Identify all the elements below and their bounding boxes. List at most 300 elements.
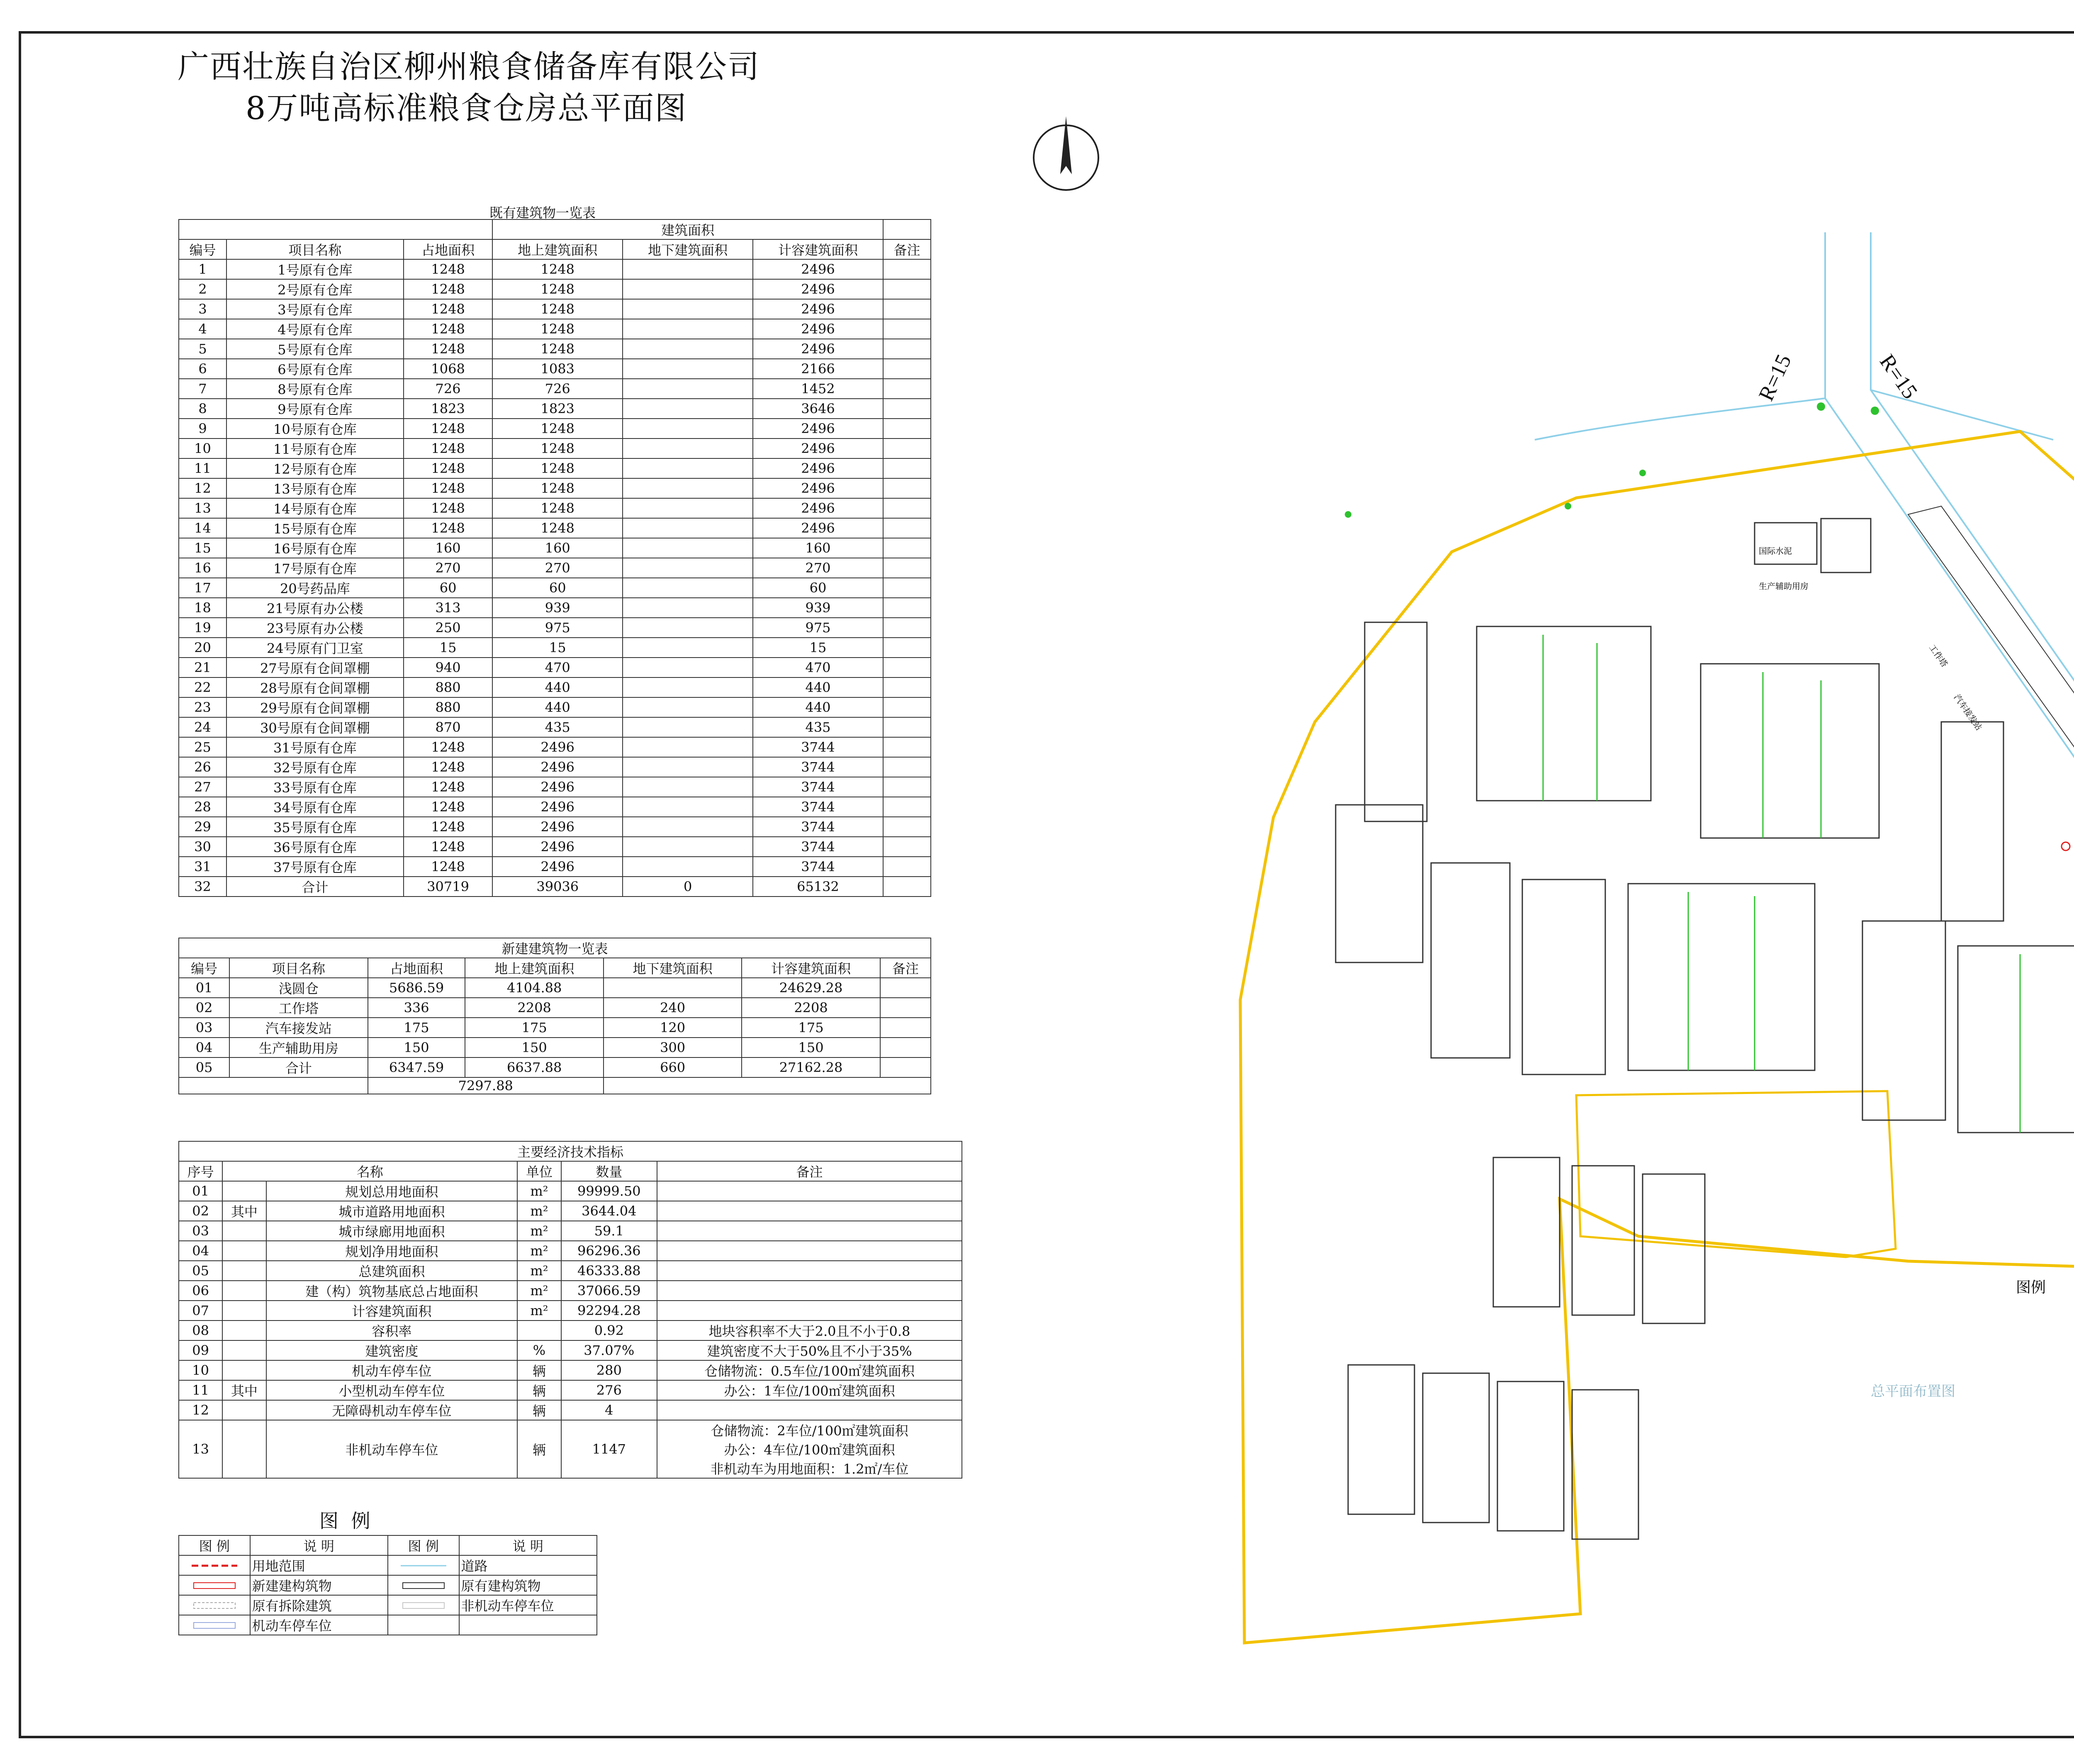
- existing-cell: 15: [179, 538, 226, 558]
- site-plan: [1058, 232, 2074, 1684]
- existing-cell: 60: [753, 578, 883, 598]
- econ-no: 03: [179, 1221, 222, 1241]
- existing-cell: 32号原有仓库: [226, 757, 404, 777]
- existing-cell: [883, 419, 931, 439]
- econ-note: [657, 1201, 962, 1221]
- new-cell: [880, 1038, 931, 1057]
- existing-cell: 13: [179, 498, 226, 518]
- new-cell: 02: [179, 998, 229, 1018]
- existing-cell: 34号原有仓库: [226, 797, 404, 817]
- new-col-header: 地上建筑面积: [465, 958, 603, 978]
- existing-cell: [623, 478, 753, 498]
- existing-cell: 2: [179, 279, 226, 299]
- econ-note-line: 非机动车为用地面积：1.2㎡/车位: [710, 1461, 909, 1477]
- econ-no: 11: [179, 1380, 222, 1400]
- existing-cell: 60: [404, 578, 492, 598]
- existing-cell: [623, 419, 753, 439]
- existing-group-header: 建筑面积: [492, 219, 883, 239]
- existing-cell: 1248: [492, 339, 623, 359]
- new-cell: [880, 1018, 931, 1038]
- econ-col-header: 序号: [179, 1161, 222, 1181]
- existing-col-header: 项目名称: [226, 239, 404, 259]
- existing-cell: 1248: [492, 498, 623, 518]
- existing-cell: 250: [404, 618, 492, 638]
- existing-cell: [883, 299, 931, 319]
- existing-cell: 8: [179, 399, 226, 419]
- new-cell: 27162.28: [742, 1057, 880, 1077]
- econ-no: 02: [179, 1201, 222, 1221]
- existing-cell: [623, 439, 753, 458]
- new-col-header: 地下建筑面积: [604, 958, 742, 978]
- econ-unit: m²: [517, 1221, 561, 1241]
- existing-cell: 14: [179, 518, 226, 538]
- existing-cell: [883, 259, 931, 279]
- existing-cell: 1号原有仓库: [226, 259, 404, 279]
- existing-cell: [623, 638, 753, 658]
- existing-cell: 1248: [404, 797, 492, 817]
- new-cell: 120: [604, 1018, 742, 1038]
- existing-cell: 4号原有仓库: [226, 319, 404, 339]
- new-cell: 175: [465, 1018, 603, 1038]
- legend-label-new: 新建建构筑物: [250, 1575, 388, 1595]
- existing-cell: 31号原有仓库: [226, 737, 404, 757]
- legend-sym-road: [388, 1555, 459, 1575]
- new-cell: 24629.28: [742, 978, 880, 998]
- econ-note: [657, 1301, 962, 1321]
- existing-cell: 27号原有仓间罩棚: [226, 658, 404, 677]
- existing-col-header: 备注: [883, 239, 931, 259]
- new-cell: 6637.88: [465, 1057, 603, 1077]
- existing-cell: 1823: [492, 399, 623, 419]
- existing-cell: 18: [179, 598, 226, 618]
- new-col-header: 备注: [880, 958, 931, 978]
- econ-note-line: 办公：4车位/100㎡建筑面积: [724, 1442, 895, 1458]
- existing-cell: [883, 498, 931, 518]
- existing-cell: 7: [179, 379, 226, 399]
- econ-no: 09: [179, 1340, 222, 1360]
- existing-cell: 270: [492, 558, 623, 578]
- existing-cell: 160: [753, 538, 883, 558]
- inner-boundary: [1576, 1091, 1896, 1257]
- new-cell: 03: [179, 1018, 229, 1038]
- existing-cell: 2496: [753, 259, 883, 279]
- existing-cell: 39036: [492, 877, 623, 897]
- existing-cell: 1248: [404, 817, 492, 837]
- econ-qty: 92294.28: [561, 1301, 657, 1321]
- existing-cell: 880: [404, 697, 492, 717]
- existing-cell: [883, 279, 931, 299]
- existing-cell: 1248: [404, 478, 492, 498]
- existing-cell: 435: [492, 717, 623, 737]
- new-cell: 5686.59: [368, 978, 465, 998]
- existing-cell: 1248: [492, 319, 623, 339]
- existing-cell: 880: [404, 677, 492, 697]
- existing-cell: 1248: [492, 439, 623, 458]
- existing-cell: 440: [753, 677, 883, 697]
- econ-unit: 辆: [517, 1360, 561, 1380]
- econ-qty: 37066.59: [561, 1281, 657, 1301]
- econ-unit: m²: [517, 1181, 561, 1201]
- existing-cell: 2496: [753, 319, 883, 339]
- econ-unit: [517, 1321, 561, 1340]
- existing-cell: [883, 319, 931, 339]
- existing-cell: [883, 837, 931, 857]
- existing-cell: 3744: [753, 797, 883, 817]
- econ-group: [222, 1301, 266, 1321]
- econ-group: [222, 1340, 266, 1360]
- new-cell: 660: [604, 1057, 742, 1077]
- econ-name: 规划总用地面积: [266, 1181, 518, 1201]
- existing-cell: 470: [492, 658, 623, 677]
- existing-cell: 3744: [753, 817, 883, 837]
- legend-label-road: 道路: [459, 1555, 597, 1575]
- new-cell: 工作塔: [229, 998, 368, 1018]
- econ-no: 10: [179, 1360, 222, 1380]
- econ-unit: 辆: [517, 1420, 561, 1478]
- new-cell: [604, 978, 742, 998]
- r15-label-right: R=15: [1875, 350, 1922, 403]
- existing-cell: 2496: [492, 837, 623, 857]
- existing-cell: 1248: [404, 419, 492, 439]
- new-cell: [880, 978, 931, 998]
- existing-cell: 1248: [492, 259, 623, 279]
- existing-cell: 26: [179, 757, 226, 777]
- legend-label-bike: 非机动车停车位: [459, 1595, 597, 1615]
- existing-cell: 2496: [753, 498, 883, 518]
- existing-cell: [623, 379, 753, 399]
- legend-label-existing: 原有建构筑物: [459, 1575, 597, 1595]
- existing-cell: 17号原有仓库: [226, 558, 404, 578]
- econ-note: [657, 1181, 962, 1201]
- existing-cell: [623, 757, 753, 777]
- existing-cell: 35号原有仓库: [226, 817, 404, 837]
- econ-qty: 276: [561, 1380, 657, 1400]
- existing-cell: [883, 618, 931, 638]
- existing-cell: 33号原有仓库: [226, 777, 404, 797]
- existing-cell: [883, 458, 931, 478]
- existing-cell: 19: [179, 618, 226, 638]
- legend-label-demolish: 原有拆除建筑: [250, 1595, 388, 1615]
- existing-cell: [623, 578, 753, 598]
- existing-cell: 435: [753, 717, 883, 737]
- existing-cell: [883, 817, 931, 837]
- existing-cell: 21号原有办公楼: [226, 598, 404, 618]
- existing-cell: 1248: [404, 837, 492, 857]
- existing-cell: 2496: [753, 478, 883, 498]
- econ-qty: 280: [561, 1360, 657, 1380]
- new-cell: 01: [179, 978, 229, 998]
- existing-cell: 939: [753, 598, 883, 618]
- existing-cell: 15号原有仓库: [226, 518, 404, 538]
- econ-group: [222, 1321, 266, 1340]
- econ-qty: 99999.50: [561, 1181, 657, 1201]
- economic-indicators-table: [178, 1141, 962, 1479]
- existing-cell: 1083: [492, 359, 623, 379]
- existing-buildings-table: [178, 219, 931, 897]
- existing-cell: 1823: [404, 399, 492, 419]
- econ-no: 12: [179, 1400, 222, 1420]
- existing-cell: 1248: [404, 458, 492, 478]
- new-building-strip: [1908, 506, 2074, 892]
- existing-cell: [883, 359, 931, 379]
- existing-cell: 160: [404, 538, 492, 558]
- existing-cell: [623, 817, 753, 837]
- existing-cell: 940: [404, 658, 492, 677]
- econ-group: [222, 1241, 266, 1261]
- existing-cell: 25: [179, 737, 226, 757]
- legend-head-4: 说 明: [459, 1535, 597, 1555]
- econ-name: 城市绿廊用地面积: [266, 1221, 518, 1241]
- new-cell: 150: [465, 1038, 603, 1057]
- existing-cell: [883, 677, 931, 697]
- map-label-4: 汽车接发站: [1952, 692, 1984, 732]
- econ-unit: m²: [517, 1241, 561, 1261]
- existing-cell: 726: [404, 379, 492, 399]
- existing-cell: 440: [492, 697, 623, 717]
- existing-cell: 1248: [492, 458, 623, 478]
- existing-cell: 60: [492, 578, 623, 598]
- existing-cell: 23: [179, 697, 226, 717]
- north-arrow-icon: [1025, 112, 1108, 195]
- existing-cell: 30号原有仓间罩棚: [226, 717, 404, 737]
- map-plan-label: 总平面布置图: [1871, 1383, 1955, 1400]
- existing-cell: [623, 399, 753, 419]
- existing-cell: 2496: [753, 339, 883, 359]
- legend-sym-bike: [388, 1595, 459, 1615]
- existing-cell: [623, 677, 753, 697]
- existing-cell: [883, 797, 931, 817]
- econ-unit: m²: [517, 1261, 561, 1281]
- existing-cell: 975: [492, 618, 623, 638]
- existing-cell: [623, 658, 753, 677]
- existing-cell: [883, 717, 931, 737]
- existing-cell: 2496: [753, 279, 883, 299]
- existing-cell: 15: [753, 638, 883, 658]
- econ-col-header: 数量: [561, 1161, 657, 1181]
- existing-cell: 9号原有仓库: [226, 399, 404, 419]
- existing-cell: [623, 737, 753, 757]
- new-col-header: 项目名称: [229, 958, 368, 978]
- legend-table: [178, 1535, 597, 1635]
- econ-name: 非机动车停车位: [266, 1420, 518, 1478]
- econ-qty: 3644.04: [561, 1201, 657, 1221]
- econ-unit: %: [517, 1340, 561, 1360]
- existing-cell: 1248: [492, 299, 623, 319]
- existing-cell: [623, 618, 753, 638]
- new-extra-blank: [179, 1077, 368, 1094]
- econ-note: [657, 1221, 962, 1241]
- existing-cell: 6: [179, 359, 226, 379]
- existing-cell: 1248: [404, 339, 492, 359]
- econ-note: 仓储物流：0.5车位/100㎡建筑面积: [657, 1360, 962, 1380]
- existing-cell: [883, 578, 931, 598]
- existing-cell: [623, 339, 753, 359]
- existing-cell: 24号原有门卫室: [226, 638, 404, 658]
- existing-cell: 5: [179, 339, 226, 359]
- existing-cell: 20号药品库: [226, 578, 404, 598]
- new-cell: 300: [604, 1038, 742, 1057]
- site-boundary: [1240, 431, 2074, 1643]
- econ-no: 06: [179, 1281, 222, 1301]
- existing-cell: [623, 837, 753, 857]
- existing-header-blank: [179, 219, 492, 239]
- econ-unit: 辆: [517, 1380, 561, 1400]
- existing-cell: 2496: [753, 299, 883, 319]
- existing-cell: [883, 478, 931, 498]
- existing-cell: 440: [753, 697, 883, 717]
- existing-cell: 1248: [404, 439, 492, 458]
- existing-cell: 1452: [753, 379, 883, 399]
- legend-label-boundary: 用地范围: [250, 1555, 388, 1575]
- legend-title: 图 例: [319, 1510, 374, 1532]
- new-cell: 汽车接发站: [229, 1018, 368, 1038]
- existing-cell: 1248: [492, 279, 623, 299]
- econ-qty: 0.92: [561, 1321, 657, 1340]
- existing-cell: [623, 458, 753, 478]
- existing-cell: 32: [179, 877, 226, 897]
- existing-cell: 24: [179, 717, 226, 737]
- new-buildings-table: [178, 938, 931, 1094]
- existing-cell: [623, 498, 753, 518]
- existing-cell: [883, 877, 931, 897]
- existing-col-header: 地下建筑面积: [623, 239, 753, 259]
- econ-name: 小型机动车停车位: [266, 1380, 518, 1400]
- existing-cell: 9: [179, 419, 226, 439]
- new-extra-blank2: [604, 1077, 931, 1094]
- existing-cell: [623, 857, 753, 877]
- existing-cell: 270: [753, 558, 883, 578]
- existing-cell: [623, 558, 753, 578]
- econ-name: 计容建筑面积: [266, 1301, 518, 1321]
- existing-cell: [883, 658, 931, 677]
- new-cell: [880, 1057, 931, 1077]
- existing-cell: 1: [179, 259, 226, 279]
- econ-qty: 46333.88: [561, 1261, 657, 1281]
- legend-label-car: 机动车停车位: [250, 1615, 388, 1635]
- new-cell: 150: [742, 1038, 880, 1057]
- existing-cell: [883, 518, 931, 538]
- existing-cell: 270: [404, 558, 492, 578]
- existing-table-caption: 既有建筑物一览表: [489, 205, 596, 221]
- new-cell: 4104.88: [465, 978, 603, 998]
- existing-cell: 11号原有仓库: [226, 439, 404, 458]
- existing-cell: [883, 737, 931, 757]
- econ-name: 机动车停车位: [266, 1360, 518, 1380]
- existing-cell: 1248: [404, 777, 492, 797]
- existing-cell: 3744: [753, 857, 883, 877]
- existing-cell: 1248: [404, 498, 492, 518]
- econ-note: [657, 1261, 962, 1281]
- existing-cell: [623, 279, 753, 299]
- new-cell: 150: [368, 1038, 465, 1057]
- existing-cell: 29号原有仓间罩棚: [226, 697, 404, 717]
- existing-cell: 2496: [492, 857, 623, 877]
- econ-note: 办公：1车位/100㎡建筑面积: [657, 1380, 962, 1400]
- existing-cell: 11: [179, 458, 226, 478]
- econ-unit: m²: [517, 1201, 561, 1221]
- econ-qty: 1147: [561, 1420, 657, 1478]
- legend-sym-demolish: [179, 1595, 250, 1615]
- existing-header-blank2: [883, 219, 931, 239]
- existing-cell: [623, 359, 753, 379]
- existing-cell: 23号原有办公楼: [226, 618, 404, 638]
- existing-cell: 939: [492, 598, 623, 618]
- new-cell: 05: [179, 1057, 229, 1077]
- existing-col-header: 占地面积: [404, 239, 492, 259]
- existing-cell: 2166: [753, 359, 883, 379]
- econ-group: 其中: [222, 1380, 266, 1400]
- existing-cell: 14号原有仓库: [226, 498, 404, 518]
- existing-cell: [883, 439, 931, 458]
- existing-cell: 2496: [492, 817, 623, 837]
- existing-cell: 2496: [492, 757, 623, 777]
- econ-col-header: 名称: [222, 1161, 517, 1181]
- econ-no: 08: [179, 1321, 222, 1340]
- new-cell: 6347.59: [368, 1057, 465, 1077]
- existing-cell: 2496: [753, 458, 883, 478]
- existing-cell: 37号原有仓库: [226, 857, 404, 877]
- existing-cell: 2号原有仓库: [226, 279, 404, 299]
- econ-unit: 辆: [517, 1400, 561, 1420]
- existing-cell: 5号原有仓库: [226, 339, 404, 359]
- econ-no: 04: [179, 1241, 222, 1261]
- legend-sym-new: [179, 1575, 250, 1595]
- existing-cell: 20: [179, 638, 226, 658]
- existing-cell: 8号原有仓库: [226, 379, 404, 399]
- existing-cell: 30719: [404, 877, 492, 897]
- new-cell: 175: [368, 1018, 465, 1038]
- existing-cell: 2496: [492, 777, 623, 797]
- existing-cell: 6号原有仓库: [226, 359, 404, 379]
- existing-cell: 3744: [753, 757, 883, 777]
- existing-cell: 29: [179, 817, 226, 837]
- existing-cell: 2496: [492, 797, 623, 817]
- existing-cell: 10: [179, 439, 226, 458]
- existing-cell: [623, 717, 753, 737]
- existing-cell: 16号原有仓库: [226, 538, 404, 558]
- existing-cell: [623, 777, 753, 797]
- existing-cell: 313: [404, 598, 492, 618]
- existing-cell: 1068: [404, 359, 492, 379]
- new-cell: 175: [742, 1018, 880, 1038]
- econ-no: 05: [179, 1261, 222, 1281]
- legend-head-1: 图 例: [179, 1535, 250, 1555]
- existing-cell: 3744: [753, 737, 883, 757]
- existing-cell: 28号原有仓间罩棚: [226, 677, 404, 697]
- legend-head-3: 图 例: [388, 1535, 459, 1555]
- econ-unit: m²: [517, 1301, 561, 1321]
- existing-cell: [623, 697, 753, 717]
- new-extra-total: 7297.88: [368, 1077, 604, 1094]
- existing-cell: [883, 538, 931, 558]
- existing-cell: 1248: [404, 757, 492, 777]
- existing-cell: 3646: [753, 399, 883, 419]
- econ-qty: 37.07%: [561, 1340, 657, 1360]
- new-silos: [2062, 842, 2074, 1137]
- existing-cell: 22: [179, 677, 226, 697]
- existing-cell: 2496: [753, 518, 883, 538]
- map-label-2: 生产辅助用房: [1759, 581, 1809, 591]
- existing-buildings: [1336, 519, 2074, 1539]
- existing-cell: [623, 319, 753, 339]
- existing-cell: 2496: [753, 419, 883, 439]
- existing-cell: 1248: [404, 857, 492, 877]
- existing-col-header: 地上建筑面积: [492, 239, 623, 259]
- existing-cell: 30: [179, 837, 226, 857]
- existing-cell: 36号原有仓库: [226, 837, 404, 857]
- econ-group: [222, 1181, 266, 1201]
- new-col-header: 占地面积: [368, 958, 465, 978]
